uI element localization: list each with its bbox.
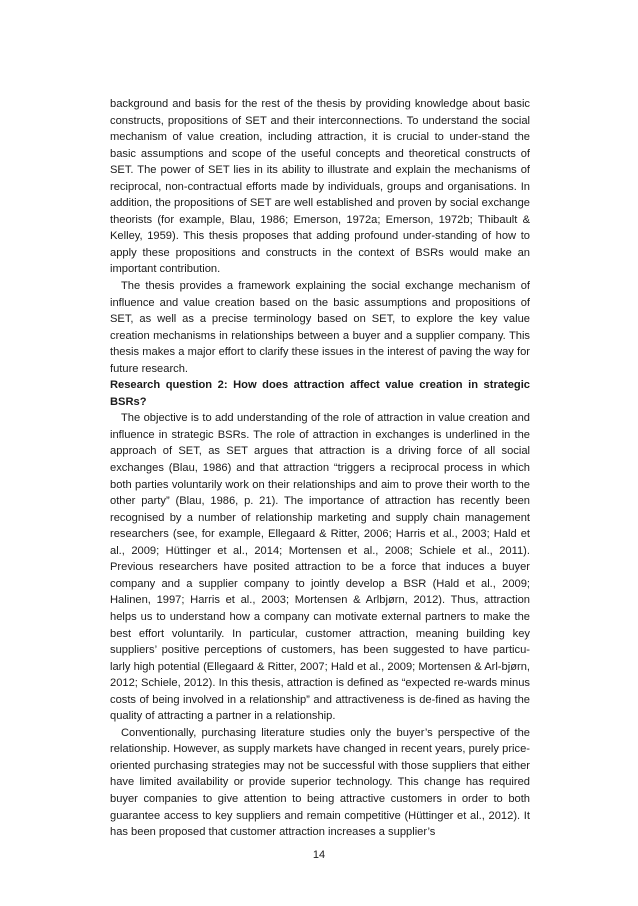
paragraph-continuation: background and basis for the rest of the thesis by providing knowledge about basic constructs, propositions of SET and their interconnections. To understand the social mechanism of value creation, including attraction, it is crucial to under-stand the basic assumptions and scope of the useful concepts and theoretical constructs of SET. The power of SET lies in its ability to illustrate and explain the mechanisms of reciprocal, non-contractual efforts made by individuals, groups and organisations. In addition, the propositions of SET are well established and proven by social exchange theorists (for example, Blau, 1986; Emerson, 1972a; Emerson, 1972b; Thibault & Kelley, 1959). This thesis proposes that adding profound under-standing of how to apply these propositions and constructs in the context of BSRs would make an important contribution. [110,98,530,276]
page-number: 14 [312,849,326,861]
body-text [110,96,530,841]
research-question-heading: Research question 2: How does attraction affect value creation in strategic BSRs? [110,379,530,408]
paragraph-conventionally: Conventionally, purchasing literature studies only the buyer’s perspective of the relationship. However, as supply markets have changed in recent years, purely price-oriented purchasing strategies may not be successful with those suppliers that either have limited availability or provide superior technology. This change has required buyer companies to give attention to being attractive customers in order to both guarantee access to key suppliers and remain competitive (Hüttinger et al., 2012). It has been proposed that customer attraction increases a supplier’s [110,726,530,839]
paragraph-objective: The objective is to add understanding of the role of attraction in value creation and influence in strategic BSRs. The role of attraction in exchanges is underlined in the approach of SET, as SET argues that attraction is a driving force of all social exchanges (Blau, 1986) and that attraction “triggers a reciprocal process in which both parties voluntarily work on their relationships and aim to prove their worth to the other party” (Blau, 1986, p. 21). The importance of attraction has recently been recognised by a number of relationship marketing and supply chain management researchers (see, for example, Ellegaard & Ritter, 2006; Harris et al., 2003; Hald et al., 2009; Hüttinger et al., 2014; Mortensen et al., 2008; Schiele et al., 2011). Previous researchers have posited attraction to be a force that induces a buyer company and a supplier company to jointly develop a BSR (Hald et al., 2009; Halinen, 1997; Harris et al., 2003; Mortensen & Arlbjørn, 2012). Thus, attraction helps us to understand how a company can motivate external partners to make the best effort voluntarily. In particular, customer attraction, meaning building key suppliers’ positive perceptions of customers, has been suggested to have particu-larly high potential (Ellegaard & Ritter, 2007; Hald et al., 2009; Mortensen & Arl-bjørn, 2012; Schiele, 2012). In this thesis, attraction is defined as “expected re-wards minus costs of being involved in a relationship” and attractiveness is de-fined as having the quality of attracting a partner in a relationship. [110,412,530,723]
paragraph-framework: The thesis provides a framework explaining the social exchange mechanism of influence and value creation based on the basic assumptions and propositions of SET, as well as a precise terminology based on SET, to explore the key value creation mechanisms in relationships between a buyer and a supplier company. This thesis makes a major effort to clarify these issues in the interest of paving the way for future research. [110,280,530,375]
